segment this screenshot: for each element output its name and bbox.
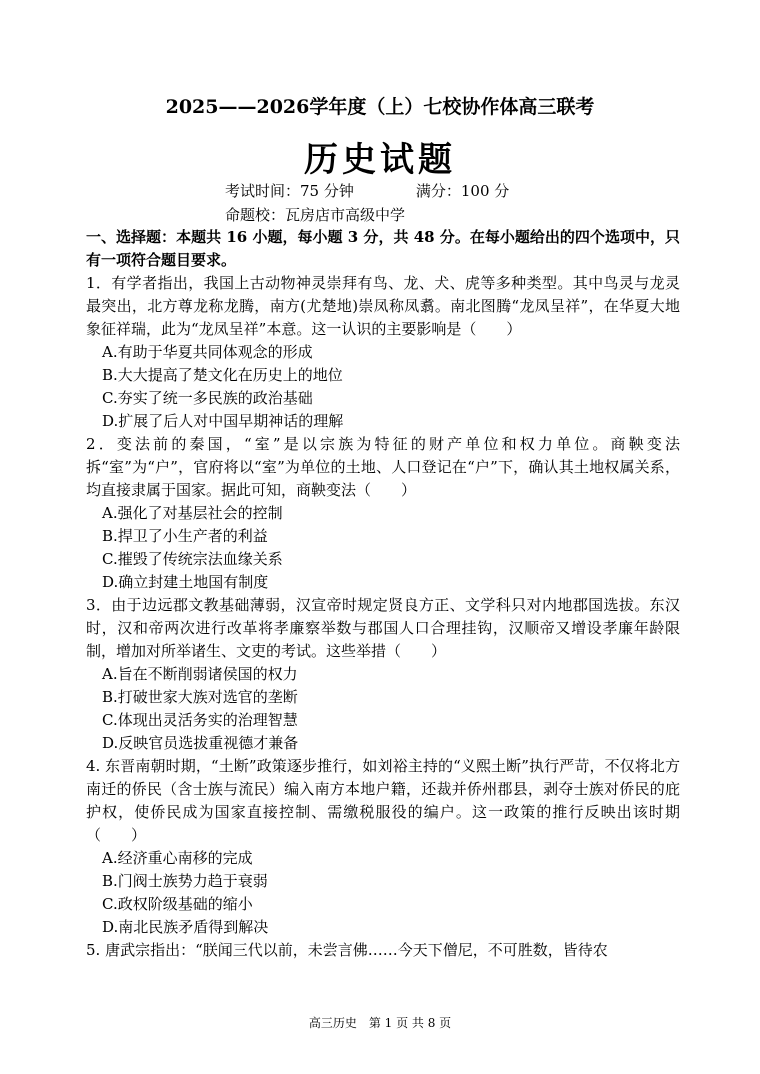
option-a[interactable]: A.强化了对基层社会的控制 — [102, 504, 283, 522]
page-footer: 高三历史 第 1 页 共 8 页 — [308, 1016, 452, 1030]
option-b[interactable]: B.捍卫了小生产者的利益 — [102, 527, 268, 545]
option-c[interactable]: C.摧毁了传统宗法血缘关系 — [102, 550, 283, 568]
question-stem: 2．变法前的秦国，“室”是以宗族为特征的财产单位和权力单位。商鞅变法拆“室”为“户”，官府将以“室”为单位的土地、人口登记在“户”下，确认其土地权属关系，均直接隶属于国家。据此可知，商鞅变法（ ） — [86, 435, 680, 499]
question-stem: 1．有学者指出，我国上古动物神灵崇拜有鸟、龙、犬、虎等多种类型。其中鸟灵与龙灵最突出，北方尊龙称龙腾，南方(尤楚地)崇凤称凤翥。南北图腾“龙凤呈祥”，在华夏大地象征祥瑞，此为“龙凤呈祥”本意。这一认识的主要影响是（ ） — [86, 274, 680, 338]
question-3 — [86, 594, 680, 755]
option-d[interactable]: D.扩展了后人对中国早期神话的理解 — [102, 412, 344, 430]
section-heading: 一、选择题：本题共 16 小题，每小题 3 分，共 48 分。在每小题给出的四个选项中，只有一项符合题目要求。 — [86, 228, 680, 269]
option-d[interactable]: D.反映官员选拔重视德才兼备 — [102, 734, 299, 752]
option-d[interactable]: D.南北民族矛盾得到解决 — [102, 918, 269, 936]
exam-header: 2025——2026学年度（上）七校协作体高三联考 — [165, 96, 595, 118]
option-a[interactable]: A.旨在不断削弱诸侯国的权力 — [102, 665, 298, 683]
question-4 — [86, 755, 680, 939]
option-b[interactable]: B.门阀士族势力趋于衰弱 — [102, 872, 268, 890]
option-c[interactable]: C.体现出灵活务实的治理智慧 — [102, 711, 298, 729]
question-2 — [86, 433, 680, 594]
question-5 — [86, 939, 680, 962]
exam-time: 考试时间：75 分钟 — [225, 182, 354, 200]
question-stem: 4. 东晋南朝时期，“土断”政策逐步推行，如刘裕主持的“义熙土断”执行严苛，不仅将北方南迁的侨民（含士族与流民）编入南方本地户籍，还裁并侨州郡县，剥夺士族对侨民的庇护权，使侨民成为国家直接控制、需缴税服役的编户。这一政策的推行反映出该时期（ ） — [86, 757, 680, 844]
option-a[interactable]: A.有助于华夏共同体观念的形成 — [102, 343, 313, 361]
option-c[interactable]: C.夯实了统一多民族的政治基础 — [102, 389, 313, 407]
exam-content — [86, 226, 680, 962]
option-b[interactable]: B.大大提高了楚文化在历史上的地位 — [102, 366, 343, 384]
full-score: 满分：100 分 — [415, 182, 510, 200]
option-b[interactable]: B.打破世家大族对选官的垄断 — [102, 688, 298, 706]
option-c[interactable]: C.政权阶级基础的缩小 — [102, 895, 253, 913]
question-1 — [86, 272, 680, 433]
option-a[interactable]: A.经济重心南移的完成 — [102, 849, 253, 867]
setter-school: 命题校：瓦房店市高级中学 — [225, 206, 406, 224]
question-stem: 5. 唐武宗指出：“朕闻三代以前，未尝言佛……今天下僧尼，不可胜数，皆待农 — [86, 941, 608, 959]
subject-title: 历史试题 — [304, 140, 456, 180]
question-stem: 3．由于边远郡文教基础薄弱，汉宣帝时规定贤良方正、文学科只对内地郡国选拔。东汉时，汉和帝两次进行改革将孝廉察举数与郡国人口合理挂钩，汉顺帝又增设孝廉年龄限制，增加对所举诸生、文吏的考试。这些举措（ ） — [86, 596, 680, 660]
option-d[interactable]: D.确立封建土地国有制度 — [102, 573, 269, 591]
exam-meta — [225, 180, 509, 201]
